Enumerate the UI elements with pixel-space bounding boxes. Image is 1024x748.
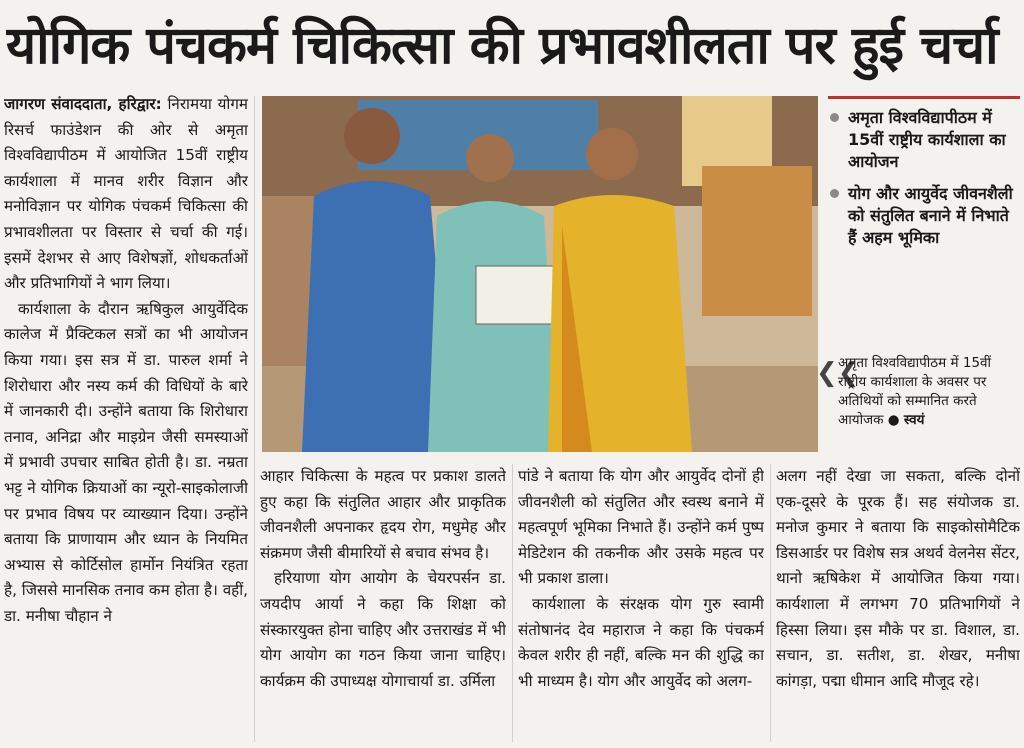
caption-text: अमृता विश्वविद्यापीठम में 15वीं राष्ट्रीय कार्यशाला के अवसर पर अतिथियों को सम्मानित करते आयोजक	[838, 355, 992, 428]
highlight-item	[828, 107, 1020, 173]
article-paragraph: आहार चिकित्सा के महत्व पर प्रकाश डालते हुए कहा कि संतुलित आहार और प्राकृतिक जीवनशैली अपनाकर हृदय रोग, मधुमेह और संक्रमण जैसी बीमारियों से बचाव संभव है।	[260, 467, 506, 562]
highlight-item	[828, 183, 1020, 249]
article-column-2	[260, 464, 506, 744]
article-paragraph: पांडे ने बताया कि योग और आयुर्वेद दोनों ही जीवनशैली को संतुलित और स्वस्थ बनाने में महत्वपूर्ण भूमिका निभाते हैं। उन्होंने कर्म पुष्प मेडिटेशन की तकनीक और उसके महत्व पर भी प्रकाश डाला।	[518, 467, 764, 588]
paragraph-text: निरामया योगम रिसर्च फाउंडेशन की ओर से अमृता विश्वविद्यापीठम में आयोजित 15वीं राष्ट्रीय कार्यशाला में मानव शरीर विज्ञान और मनोविज्ञान पर योगिक पंचकर्म चिकित्सा की प्रभावशीलता पर विस्तार से चर्चा की गई। इसमें देशभर से आए विशेषज्ञों, शोधकर्ताओं और प्रतिभागियों ने भाग लिया।	[4, 95, 248, 293]
dateline: जागरण संवाददाता, हरिद्वार:	[4, 95, 162, 113]
bullet-icon	[830, 113, 839, 122]
article-column-1	[4, 92, 248, 742]
article-paragraph	[4, 92, 248, 297]
article-paragraph: हरियाणा योग आयोग के चेयरपर्सन डा. जयदीप आर्या ने कहा कि शिक्षा को संस्कारयुक्त होना चाहिए और उत्तराखंड में भी योग आयोग का गठन किया जाना चाहिए। कार्यक्रम की उपाध्यक्ष योगाचार्या डा. उर्मिला	[260, 569, 506, 690]
article-paragraph: कार्यशाला के दौरान ऋषिकुल आयुर्वेदिक कालेज में प्रैक्टिकल सत्रों का भी आयोजन किया गया। इस सत्र में डा. पारुल शर्मा ने शिरोधारा और नस्य कर्म की विधियों के बारे में जानकारी दी। उन्होंने बताया कि शिरोधारा तनाव, अनिद्रा और माइग्रेन जैसी समस्याओं में प्रभावी उपचार साबित होती है। डा. नम्रता भट्ट ने योगिक क्रियाओं का न्यूरो-साइकोलाजी पर प्रभाव विषय पर व्याख्यान दिया। उन्होंने बताया कि प्राणायाम और ध्यान के नियमित अभ्यास से कोर्टिसोल हार्मोन नियंत्रित रहता है, जिससे मानसिक तनाव कम होता है। वहीं, डा. मनीषा चौहान ने	[4, 299, 248, 625]
event-photo	[262, 96, 818, 452]
photo-credit: स्वयं	[903, 412, 925, 428]
quote-mark-icon: ❮❮	[816, 358, 860, 388]
column-divider	[512, 464, 513, 742]
article-column-4	[776, 464, 1020, 744]
photo-caption: ❮❮ अमृता विश्वविद्यापीठम में 15वीं राष्ट्रीय कार्यशाला के अवसर पर अतिथियों को सम्मानित करते आयोजक ● स्वयं	[816, 355, 992, 428]
headline: योगिक पंचकर्म चिकित्सा की प्रभावशीलता पर हुई चर्चा	[6, 16, 998, 76]
bullet-icon	[830, 189, 839, 198]
column-divider	[770, 464, 771, 742]
highlights-box	[828, 96, 1020, 349]
column-divider	[254, 96, 255, 742]
highlight-text: अमृता विश्वविद्यापीठम में 15वीं राष्ट्रीय कार्यशाला का आयोजन	[848, 108, 1006, 171]
article-paragraph: अलग नहीं देखा जा सकता, बल्कि दोनों एक-दूसरे के पूरक हैं। सह संयोजक डा. मनोज कुमार ने बताया कि साइकोसोमैटिक डिसआर्डर पर विशेष सत्र अथर्व वेलनेस सेंटर, थानो ऋषिकेश में आयोजित किया गया। कार्यशाला में लगभग 70 प्रतिभागियों ने हिस्सा लिया। इस मौके पर डा. विशाल, डा. सचान, डा. सतीश, डा. शेखर, मनीषा कांगड़ा, पद्मा धीमान आदि मौजूद रहे।	[776, 467, 1020, 690]
article-paragraph: कार्यशाला के संरक्षक योग गुरु स्वामी संतोषानंद देव महाराज ने कहा कि पंचकर्म केवल शरीर ही नहीं, बल्कि मन की शुद्धि का भी माध्यम है। योग और आयुर्वेद को अलग-	[518, 594, 764, 690]
highlight-text: योग और आयुर्वेद जीवनशैली को संतुलित बनाने में निभाते हैं अहम भूमिका	[848, 184, 1013, 247]
article-column-3	[518, 464, 764, 744]
